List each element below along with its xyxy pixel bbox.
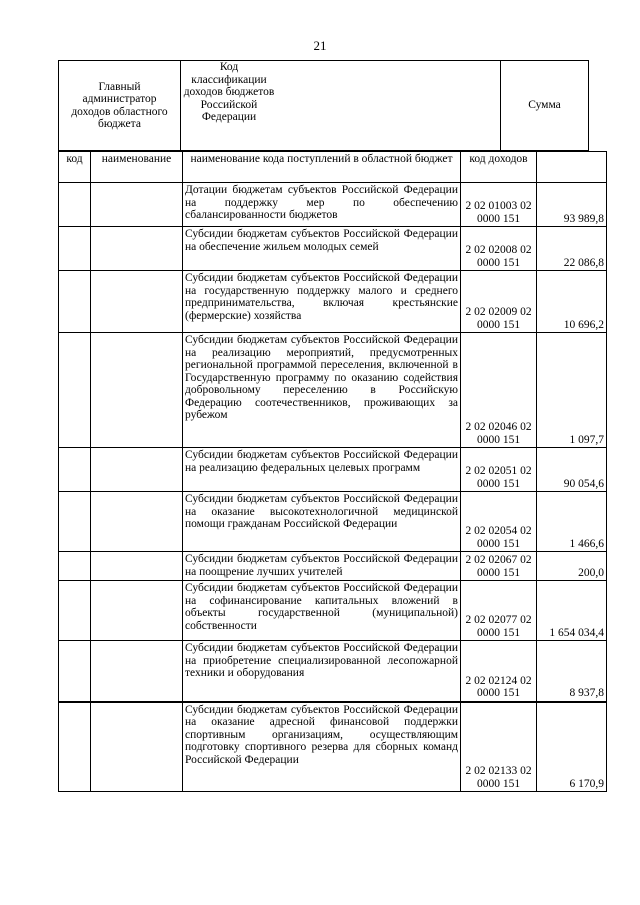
admin-name-cell	[91, 333, 183, 448]
income-name: Субсидии бюджетам субъектов Российской Федерации на государственную поддержку малого и среднего предпринимательства, включая крестьянские (фермерские) хозяйства	[183, 271, 461, 333]
admin-code-cell	[59, 702, 91, 792]
amount: 200,0	[537, 552, 607, 581]
page-number: 21	[313, 38, 327, 53]
col-income-name: наименование кода поступлений в областной бюджет	[183, 152, 461, 183]
table-row	[59, 581, 607, 641]
income-name: Субсидии бюджетам субъектов Российской Федерации на приобретение специализированной лесопожарной техники и оборудования	[183, 641, 461, 702]
income-code: 2 02 02051 02 0000 151	[461, 448, 537, 492]
admin-code-cell	[59, 581, 91, 641]
income-name: Субсидии бюджетам субъектов Российской Федерации на обеспечение жильем молодых семей	[183, 227, 461, 271]
amount: 1 097,7	[537, 333, 607, 448]
admin-header: Главный администратор доходов областного бюджета	[59, 61, 181, 151]
table-row	[59, 702, 607, 792]
amount: 1 466,6	[537, 492, 607, 552]
income-code: 2 02 02077 02 0000 151	[461, 581, 537, 641]
admin-code-cell	[59, 641, 91, 702]
income-code: 2 02 02046 02 0000 151	[461, 333, 537, 448]
admin-name-cell	[91, 227, 183, 271]
amount: 8 937,8	[537, 641, 607, 702]
admin-code-cell	[59, 448, 91, 492]
income-name: Субсидии бюджетам субъектов Российской Федерации на реализацию федеральных целевых программ	[183, 448, 461, 492]
income-code: 2 02 02009 02 0000 151	[461, 271, 537, 333]
admin-name-cell	[91, 448, 183, 492]
table-row	[59, 641, 607, 702]
income-name: Субсидии бюджетам субъектов Российской Федерации на софинансирование капитальных вложений в объекты государственной (муниципальной) собственности	[183, 581, 461, 641]
admin-name-cell	[91, 492, 183, 552]
table-row	[59, 333, 607, 448]
admin-name-cell	[91, 183, 183, 227]
col-name: наименование	[91, 152, 183, 183]
income-code: 2 02 02008 02 0000 151	[461, 227, 537, 271]
sum-header: Сумма	[501, 61, 589, 151]
admin-name-cell	[91, 581, 183, 641]
table-row	[59, 552, 607, 581]
table-row	[59, 227, 607, 271]
income-table	[58, 151, 607, 792]
table-row	[59, 492, 607, 552]
amount: 6 170,9	[537, 702, 607, 792]
col-code: код	[59, 152, 91, 183]
income-name: Субсидии бюджетам субъектов Российской Федерации на оказание адресной финансовой поддержки спортивным организациям, осуществляющим подготовку спортивного резерва для сборных команд Российской Федерации	[183, 702, 461, 792]
amount: 90 054,6	[537, 448, 607, 492]
admin-code-cell	[59, 271, 91, 333]
income-code: 2 02 02054 02 0000 151	[461, 492, 537, 552]
income-name: Субсидии бюджетам субъектов Российской Федерации на поощрение лучших учителей	[183, 552, 461, 581]
classification-header	[181, 61, 501, 151]
income-code: 2 02 02067 02 0000 151	[461, 552, 537, 581]
admin-name-cell	[91, 271, 183, 333]
table-row	[59, 183, 607, 227]
income-code: 2 02 02133 02 0000 151	[461, 702, 537, 792]
admin-name-cell	[91, 552, 183, 581]
amount: 1 654 034,4	[537, 581, 607, 641]
income-name: Субсидии бюджетам субъектов Российской Федерации на оказание высокотехнологичной медицинской помощи гражданам Российской Федерации	[183, 492, 461, 552]
column-header-row	[59, 152, 607, 183]
admin-code-cell	[59, 492, 91, 552]
amount: 10 696,2	[537, 271, 607, 333]
income-code: 2 02 01003 02 0000 151	[461, 183, 537, 227]
admin-code-cell	[59, 333, 91, 448]
admin-code-cell	[59, 183, 91, 227]
col-amount	[537, 152, 607, 183]
col-income-code: код доходов	[461, 152, 537, 183]
income-code: 2 02 02124 02 0000 151	[461, 641, 537, 702]
admin-code-cell	[59, 227, 91, 271]
admin-code-cell	[59, 552, 91, 581]
table-row	[59, 448, 607, 492]
admin-name-cell	[91, 702, 183, 792]
header-table	[58, 60, 589, 151]
income-name: Дотации бюджетам субъектов Российской Федерации на поддержку мер по обеспечению сбалансированности бюджетов	[183, 183, 461, 227]
amount: 93 989,8	[537, 183, 607, 227]
classification-label: Код классификации доходов бюджетов Российской Федерации	[183, 61, 275, 123]
income-name: Субсидии бюджетам субъектов Российской Федерации на реализацию мероприятий, предусмотренных региональной программой переселения, включенной в Государственную программу по оказанию содействия добровольному переселению в Российскую Федерацию соотечественников, проживающих за рубежом	[183, 333, 461, 448]
amount: 22 086,8	[537, 227, 607, 271]
admin-name-cell	[91, 641, 183, 702]
table-row	[59, 271, 607, 333]
